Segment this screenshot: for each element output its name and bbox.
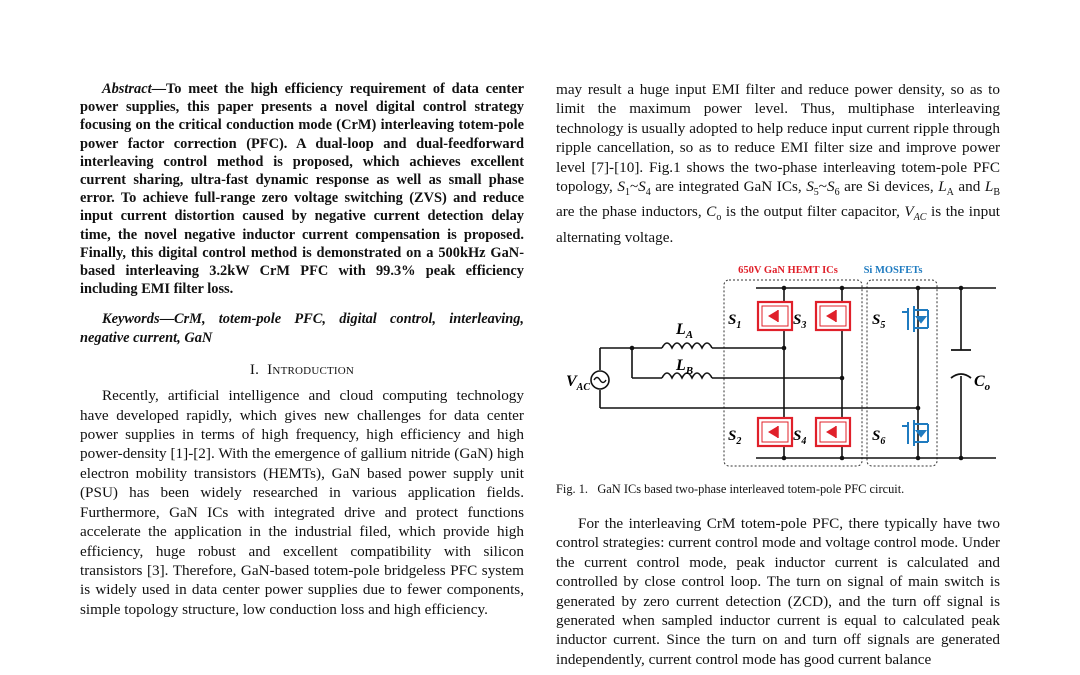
para1-part-d: and xyxy=(953,178,985,196)
gan-label: 650V GaN HEMT ICs xyxy=(738,265,838,276)
si-mosfet-s6 xyxy=(902,420,928,446)
para1-part-c: are Si devices, xyxy=(839,178,939,196)
caption-label: Fig. 1. xyxy=(556,482,589,496)
label-co: $C_o$ xyxy=(974,373,991,393)
keywords-dash: — xyxy=(159,311,174,328)
label-la: $L_A$ xyxy=(676,321,694,341)
label-s2: $S_2$ xyxy=(728,428,742,447)
right-paragraph-1: may result a huge input EMI filter and reduce power density, so as to limit the maximum power level. Thus, multiphase interleaving technology is usually adopted to help reduce input current ripple through ripple cancellation, so as to reduce EMI filter size and improve power level [7]-[10]. Fig.1 shows the two-phase interleaving totem-pole PFC topology, $S_1\sim S_4$ are integrated GaN ICs, $S_5\sim S_6$ are Si devices, $L_A$ and $L_B$ are the phase inductors, $C_o$ is the output filter capacitor, $V_{AC}$ is the input alternating voltage. xyxy=(556,81,1001,246)
gan-switch-s2 xyxy=(758,418,792,446)
gan-switch-s4 xyxy=(816,418,850,446)
para1-part-g: is the input alternating voltage. xyxy=(556,203,1001,246)
section-heading xyxy=(80,360,524,379)
right-paragraph-2: For the interleaving CrM totem-pole PFC, there typically have two control strategies: current control mode and voltage control mode. Under the current control mode, peak inductor current is calculated and controlled by close control loop. The turn on signal of main switch is generated by zero current detection (ZCD), and the turn off signal is generated when sampled inductor current is equal to calculated peak inductor current. Since the turn on and turn off signals are generated independently, current control mode has good current balance xyxy=(556,515,1000,668)
abstract-text: To meet the high efficiency requirement of data center power supplies, this paper presents a novel digital control strategy focusing on the critical conduction mode (CrM) interleaving totem-pole power factor correction (PFC). A dual-loop and dual-feedforward interleaving control method is proposed, which achieves excellent current sharing, ultra-fast dynamic response as well as small phase error. To achieve full-range zero voltage switching (ZVS) and reduce input current distortion caused by negative current detection delay time, the novel negative inductor current compensation is proposed. Finally, this digital control method is demonstrated on a 500kHz GaN-based interleaving 3.2kW CrM PFC with 99.3% peak efficiency including EMI filter loss. xyxy=(80,81,524,298)
keywords-text: CrM, totem-pole PFC, digital control, interleaving, negative current, GaN xyxy=(80,311,524,346)
para1-part-b: are integrated GaN ICs, xyxy=(650,178,807,196)
left-column xyxy=(80,80,524,619)
abstract-label: Abstract xyxy=(102,81,152,97)
abstract xyxy=(80,80,524,298)
para1-part-a: may result a huge input EMI filter and reduce power density, so as to limit the maximum power level. Thus, multiphase interleaving technology is usually adopted to help reduce input current ripple through ripple cancellation, so as to reduce EMI filter size and improve power level [7]-[10]. Fig.1 shows the two-phase interleaving totem-pole PFC topology, xyxy=(556,81,1000,196)
intro-paragraph: Recently, artificial intelligence and cloud computing technology have developed rapidly, which gives new challenges for data center power supplies in terms of high frequency, high efficiency and high power-density [1]-[2]. With the emergence of gallium nitride (GaN) high electron mobility transistors (HEMTs), GaN based power supply unit (PSU) has been widely researched in various application fields. Furthermore, GaN ICs with integrated drive and protect functions accelerate the application in the industrial filed, which provide high efficiency, huge robust and excellent compatibility with silicon transistors [3]. Therefore, GaN-based totem-pole bridgeless PFC system is widely used in data center power supplies due to fewer components, simple topology structure, low conduction loss and high efficiency. xyxy=(80,387,524,618)
keywords-label: Keywords xyxy=(102,311,160,328)
label-s3: $S_3$ xyxy=(793,312,807,331)
para1-part-e: are the phase inductors, xyxy=(556,203,707,221)
keywords xyxy=(80,310,524,346)
label-vac: $V_{AC}$ xyxy=(566,373,591,393)
gan-switch-s1 xyxy=(758,302,792,330)
para1-part-f: is the output filter capacitor, xyxy=(721,203,905,221)
right-column-lower xyxy=(556,514,1000,669)
right-column xyxy=(556,80,1000,247)
section-number: I. xyxy=(249,360,260,378)
inductor-la xyxy=(662,343,712,348)
figure-caption xyxy=(556,482,1000,497)
label-s5: $S_5$ xyxy=(872,312,886,331)
circuit-diagram xyxy=(556,258,1000,476)
label-s4: $S_4$ xyxy=(793,428,807,447)
abstract-dash: — xyxy=(151,81,166,97)
label-lb: $L_B$ xyxy=(676,357,694,377)
si-mosfet-s5 xyxy=(902,306,928,332)
figure-1 xyxy=(556,258,1000,476)
si-label: Si MOSFETs xyxy=(863,265,923,276)
gan-switch-s3 xyxy=(816,302,850,330)
label-s6: $S_6$ xyxy=(872,428,886,447)
caption-text: GaN ICs based two-phase interleaved totem-pole PFC circuit. xyxy=(597,482,905,496)
section-title: Introduction xyxy=(267,360,355,378)
label-s1: $S_1$ xyxy=(728,312,742,331)
